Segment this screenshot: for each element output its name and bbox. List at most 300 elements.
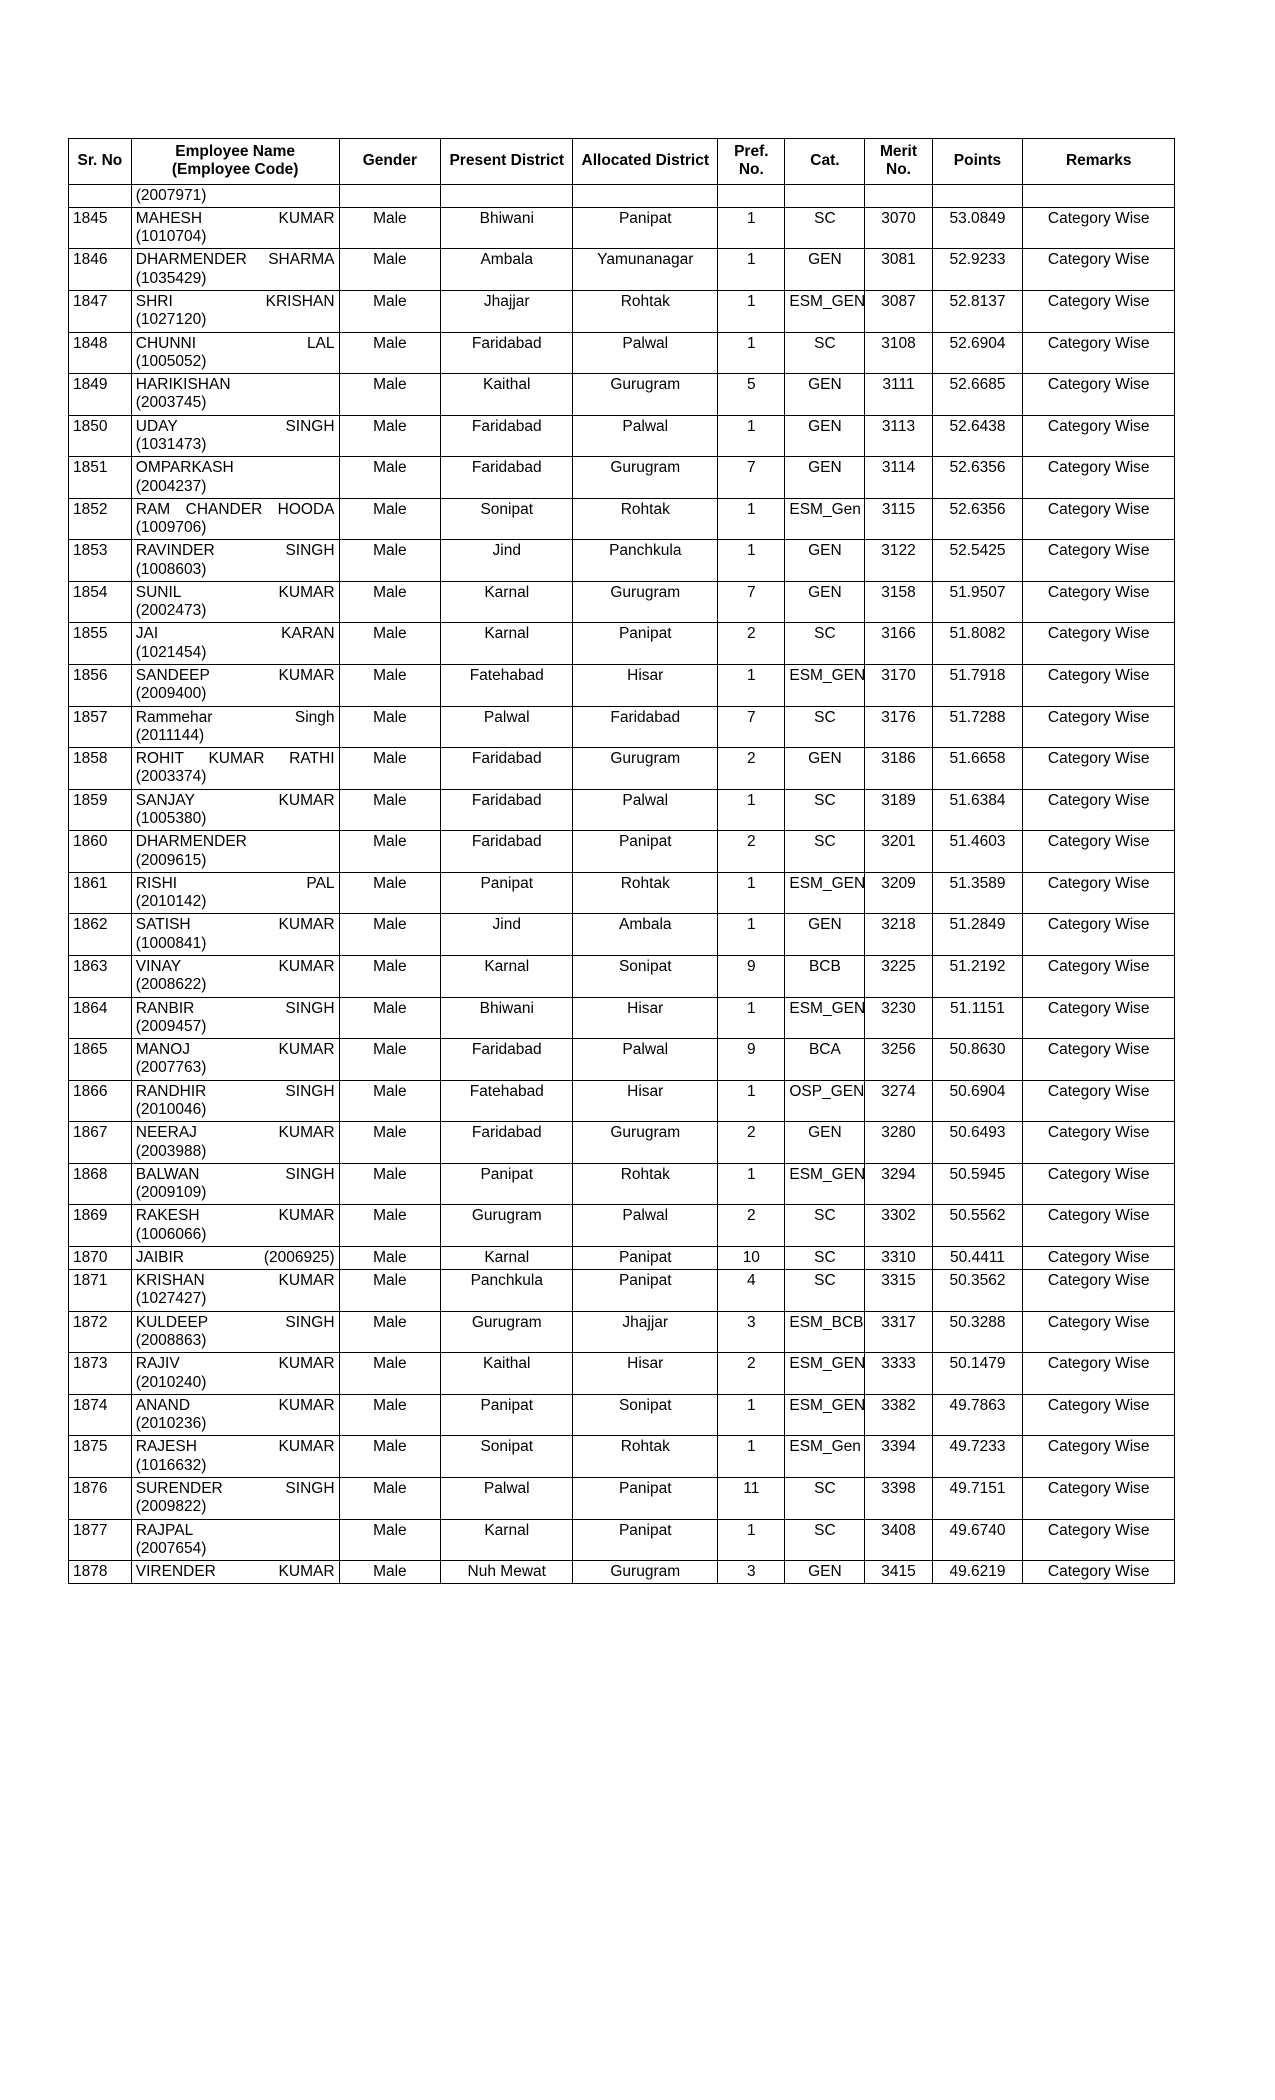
- cell-pref-no: 1: [718, 415, 785, 457]
- cell-points: 51.8082: [932, 623, 1023, 665]
- header-sr-no: Sr. No: [69, 139, 132, 185]
- cell-remarks: Category Wise: [1023, 415, 1175, 457]
- cell-allocated-district: Panipat: [573, 1478, 718, 1520]
- cell-merit-no: 3081: [865, 249, 932, 291]
- cell-cat: OSP_GEN: [785, 1080, 865, 1122]
- cell-points: 49.6219: [932, 1561, 1023, 1584]
- cell-merit-no: 3158: [865, 581, 932, 623]
- cell-allocated-district: [573, 184, 718, 207]
- cell-sr-no: 1847: [69, 290, 132, 332]
- cell-cat: ESM_GEN: [785, 872, 865, 914]
- table-row: [69, 374, 1175, 416]
- cell-points: 52.5425: [932, 540, 1023, 582]
- cell-cat: GEN: [785, 581, 865, 623]
- cell-remarks: Category Wise: [1023, 1519, 1175, 1561]
- cell-allocated-district: Jhajjar: [573, 1311, 718, 1353]
- cell-employee-name: VIRENDER KUMAR: [131, 1561, 339, 1584]
- cell-points: 50.1479: [932, 1353, 1023, 1395]
- cell-present-district: Palwal: [441, 706, 573, 748]
- cell-allocated-district: Rohtak: [573, 872, 718, 914]
- employee-code: (2011144): [135, 726, 205, 744]
- cell-merit-no: 3394: [865, 1436, 932, 1478]
- table-row: [69, 249, 1175, 291]
- cell-present-district: Faridabad: [441, 1122, 573, 1164]
- cell-points: 52.6685: [932, 374, 1023, 416]
- cell-points: 52.9233: [932, 249, 1023, 291]
- cell-pref-no: 1: [718, 1436, 785, 1478]
- cell-allocated-district: Panchkula: [573, 540, 718, 582]
- cell-present-district: Jhajjar: [441, 290, 573, 332]
- employee-code: (2010142): [135, 893, 207, 911]
- employee-code: (2003745): [135, 394, 207, 412]
- cell-points: 50.3562: [932, 1270, 1023, 1312]
- cell-employee-name: RANDHIR SINGH (2010046): [131, 1080, 339, 1122]
- header-cat: Cat.: [785, 139, 865, 185]
- cell-points: 50.6493: [932, 1122, 1023, 1164]
- table-row: [69, 1519, 1175, 1561]
- cell-points: 50.3288: [932, 1311, 1023, 1353]
- cell-cat: GEN: [785, 457, 865, 499]
- header-gender: Gender: [339, 139, 441, 185]
- cell-cat: SC: [785, 789, 865, 831]
- cell-merit-no: 3294: [865, 1163, 932, 1205]
- cell-cat: SC: [785, 207, 865, 249]
- cell-remarks: Category Wise: [1023, 1039, 1175, 1081]
- cell-present-district: Panipat: [441, 872, 573, 914]
- cell-remarks: Category Wise: [1023, 498, 1175, 540]
- cell-employee-name: MANOJ KUMAR (2007763): [131, 1039, 339, 1081]
- cell-gender: Male: [339, 249, 441, 291]
- cell-merit-no: 3170: [865, 665, 932, 707]
- employee-code: (2009615): [135, 851, 207, 869]
- employee-code: (1031473): [135, 435, 207, 453]
- cell-merit-no: 3115: [865, 498, 932, 540]
- cell-present-district: Faridabad: [441, 789, 573, 831]
- cell-employee-name: RANBIR SINGH (2009457): [131, 997, 339, 1039]
- cell-remarks: Category Wise: [1023, 914, 1175, 956]
- cell-employee-name: SUNIL KUMAR (2002473): [131, 581, 339, 623]
- cell-allocated-district: Sonipat: [573, 955, 718, 997]
- cell-sr-no: 1852: [69, 498, 132, 540]
- cell-merit-no: 3280: [865, 1122, 932, 1164]
- table-row: [69, 1394, 1175, 1436]
- cell-sr-no: 1859: [69, 789, 132, 831]
- cell-gender: Male: [339, 540, 441, 582]
- cell-pref-no: 1: [718, 498, 785, 540]
- cell-cat: BCB: [785, 955, 865, 997]
- cell-pref-no: 9: [718, 1039, 785, 1081]
- cell-employee-name: RAJIV KUMAR (2010240): [131, 1353, 339, 1395]
- employee-code: (2009457): [135, 1017, 207, 1035]
- cell-points: 50.5945: [932, 1163, 1023, 1205]
- table-row: [69, 332, 1175, 374]
- cell-merit-no: 3274: [865, 1080, 932, 1122]
- cell-merit-no: 3333: [865, 1353, 932, 1395]
- employee-code: (1010704): [135, 228, 207, 246]
- cell-gender: Male: [339, 997, 441, 1039]
- cell-gender: Male: [339, 623, 441, 665]
- cell-sr-no: 1875: [69, 1436, 132, 1478]
- cell-cat: ESM_GEN: [785, 665, 865, 707]
- cell-remarks: Category Wise: [1023, 1205, 1175, 1247]
- cell-allocated-district: Panipat: [573, 623, 718, 665]
- cell-remarks: Category Wise: [1023, 249, 1175, 291]
- cell-gender: Male: [339, 914, 441, 956]
- employee-code: (1035429): [135, 269, 207, 287]
- cell-cat: GEN: [785, 249, 865, 291]
- cell-points: 51.3589: [932, 872, 1023, 914]
- cell-remarks: Category Wise: [1023, 207, 1175, 249]
- cell-pref-no: 2: [718, 1205, 785, 1247]
- cell-sr-no: 1854: [69, 581, 132, 623]
- cell-employee-name: RISHI PAL (2010142): [131, 872, 339, 914]
- cell-merit-no: 3186: [865, 748, 932, 790]
- cell-sr-no: 1870: [69, 1246, 132, 1269]
- cell-allocated-district: Palwal: [573, 415, 718, 457]
- cell-remarks: Category Wise: [1023, 1246, 1175, 1269]
- cell-cat: SC: [785, 1519, 865, 1561]
- cell-present-district: Karnal: [441, 623, 573, 665]
- cell-gender: Male: [339, 1519, 441, 1561]
- cell-pref-no: 3: [718, 1561, 785, 1584]
- employee-code: (2008863): [135, 1332, 207, 1350]
- cell-merit-no: 3108: [865, 332, 932, 374]
- cell-sr-no: 1855: [69, 623, 132, 665]
- cell-cat: ESM_GEN: [785, 1163, 865, 1205]
- table-row: [69, 290, 1175, 332]
- cell-merit-no: 3230: [865, 997, 932, 1039]
- cell-allocated-district: Hisar: [573, 665, 718, 707]
- cell-merit-no: 3408: [865, 1519, 932, 1561]
- cell-pref-no: 1: [718, 1080, 785, 1122]
- cell-remarks: Category Wise: [1023, 1311, 1175, 1353]
- cell-pref-no: 1: [718, 290, 785, 332]
- cell-cat: ESM_GEN: [785, 290, 865, 332]
- cell-cat: GEN: [785, 914, 865, 956]
- cell-employee-name: KRISHAN KUMAR (1027427): [131, 1270, 339, 1312]
- cell-allocated-district: Gurugram: [573, 374, 718, 416]
- cell-sr-no: 1856: [69, 665, 132, 707]
- cell-gender: Male: [339, 789, 441, 831]
- cell-cat: GEN: [785, 1122, 865, 1164]
- cell-pref-no: 1: [718, 665, 785, 707]
- cell-cat: ESM_Gen: [785, 1436, 865, 1478]
- cell-gender: [339, 184, 441, 207]
- cell-sr-no: 1865: [69, 1039, 132, 1081]
- cell-gender: Male: [339, 498, 441, 540]
- header-allocated-district: Allocated District: [573, 139, 718, 185]
- header-points: Points: [932, 139, 1023, 185]
- table-row: [69, 1205, 1175, 1247]
- cell-points: 51.6384: [932, 789, 1023, 831]
- cell-cat: SC: [785, 1205, 865, 1247]
- cell-remarks: Category Wise: [1023, 706, 1175, 748]
- cell-sr-no: 1868: [69, 1163, 132, 1205]
- cell-cat: ESM_BCB: [785, 1311, 865, 1353]
- cell-remarks: Category Wise: [1023, 1394, 1175, 1436]
- cell-sr-no: 1876: [69, 1478, 132, 1520]
- employee-code: (2004237): [135, 477, 207, 495]
- cell-points: 51.1151: [932, 997, 1023, 1039]
- cell-merit-no: 3087: [865, 290, 932, 332]
- cell-present-district: Faridabad: [441, 332, 573, 374]
- cell-cat: ESM_Gen: [785, 498, 865, 540]
- cell-pref-no: 7: [718, 706, 785, 748]
- cell-sr-no: 1878: [69, 1561, 132, 1584]
- cell-pref-no: 1: [718, 1394, 785, 1436]
- cell-cat: GEN: [785, 540, 865, 582]
- cell-sr-no: 1857: [69, 706, 132, 748]
- table-row: [69, 789, 1175, 831]
- cell-allocated-district: Panipat: [573, 1246, 718, 1269]
- employee-code: (2009109): [135, 1184, 207, 1202]
- cell-pref-no: 1: [718, 997, 785, 1039]
- cell-pref-no: 4: [718, 1270, 785, 1312]
- table-row: [69, 1353, 1175, 1395]
- cell-employee-name: NEERAJ KUMAR (2003988): [131, 1122, 339, 1164]
- cell-sr-no: 1848: [69, 332, 132, 374]
- table-row: [69, 1039, 1175, 1081]
- cell-pref-no: 1: [718, 332, 785, 374]
- cell-sr-no: 1846: [69, 249, 132, 291]
- cell-gender: Male: [339, 581, 441, 623]
- cell-allocated-district: Hisar: [573, 997, 718, 1039]
- cell-points: 51.2849: [932, 914, 1023, 956]
- cell-points: 53.0849: [932, 207, 1023, 249]
- employee-code: (2009400): [135, 685, 207, 703]
- cell-present-district: Faridabad: [441, 415, 573, 457]
- table-row: [69, 498, 1175, 540]
- cell-sr-no: 1861: [69, 872, 132, 914]
- cell-merit-no: 3113: [865, 415, 932, 457]
- cell-merit-no: 3256: [865, 1039, 932, 1081]
- table-row: [69, 540, 1175, 582]
- cell-gender: Male: [339, 457, 441, 499]
- employee-code: (1005380): [135, 810, 207, 827]
- cell-remarks: Category Wise: [1023, 1270, 1175, 1312]
- cell-sr-no: 1873: [69, 1353, 132, 1395]
- cell-sr-no: 1860: [69, 831, 132, 873]
- cell-pref-no: 7: [718, 457, 785, 499]
- cell-merit-no: 3070: [865, 207, 932, 249]
- cell-points: [932, 184, 1023, 207]
- cell-remarks: Category Wise: [1023, 872, 1175, 914]
- employee-code: (1006066): [135, 1225, 207, 1243]
- cell-remarks: Category Wise: [1023, 1353, 1175, 1395]
- table-row: [69, 1311, 1175, 1353]
- cell-points: 51.2192: [932, 955, 1023, 997]
- cell-gender: Male: [339, 1039, 441, 1081]
- cell-allocated-district: Rohtak: [573, 1436, 718, 1478]
- cell-employee-name: JAIBIR (2006925): [131, 1246, 339, 1269]
- cell-gender: Male: [339, 872, 441, 914]
- cell-present-district: Karnal: [441, 955, 573, 997]
- cell-employee-name: Rammehar Singh (2011144): [131, 706, 339, 748]
- cell-cat: SC: [785, 706, 865, 748]
- cell-points: 50.6904: [932, 1080, 1023, 1122]
- cell-sr-no: [69, 184, 132, 207]
- cell-points: 52.8137: [932, 290, 1023, 332]
- cell-allocated-district: Rohtak: [573, 498, 718, 540]
- cell-pref-no: [718, 184, 785, 207]
- cell-sr-no: 1874: [69, 1394, 132, 1436]
- employee-code: (2002473): [135, 602, 207, 620]
- table-row: [69, 457, 1175, 499]
- cell-employee-name: RAJPAL (2007654): [131, 1519, 339, 1561]
- cell-present-district: Faridabad: [441, 748, 573, 790]
- cell-cat: BCA: [785, 1039, 865, 1081]
- employee-code: (2008622): [135, 976, 207, 994]
- cell-allocated-district: Panipat: [573, 207, 718, 249]
- table-row: [69, 207, 1175, 249]
- cell-present-district: Bhiwani: [441, 207, 573, 249]
- cell-remarks: Category Wise: [1023, 623, 1175, 665]
- cell-pref-no: 2: [718, 831, 785, 873]
- cell-gender: Male: [339, 1478, 441, 1520]
- cell-pref-no: 1: [718, 872, 785, 914]
- cell-gender: Male: [339, 1163, 441, 1205]
- cell-allocated-district: Palwal: [573, 1039, 718, 1081]
- cell-cat: GEN: [785, 1561, 865, 1584]
- cell-points: 49.7233: [932, 1436, 1023, 1478]
- cell-employee-name: MAHESH KUMAR (1010704): [131, 207, 339, 249]
- cell-merit-no: [865, 184, 932, 207]
- cell-present-district: Panchkula: [441, 1270, 573, 1312]
- cell-present-district: Kaithal: [441, 374, 573, 416]
- header-remarks: Remarks: [1023, 139, 1175, 185]
- cell-points: 52.6904: [932, 332, 1023, 374]
- cell-employee-name: DHARMENDER SHARMA (1035429): [131, 249, 339, 291]
- cell-present-district: Jind: [441, 540, 573, 582]
- cell-remarks: Category Wise: [1023, 1080, 1175, 1122]
- cell-present-district: Panipat: [441, 1163, 573, 1205]
- cell-present-district: Karnal: [441, 1519, 573, 1561]
- cell-cat: SC: [785, 1246, 865, 1269]
- cell-allocated-district: Sonipat: [573, 1394, 718, 1436]
- cell-remarks: Category Wise: [1023, 1163, 1175, 1205]
- cell-pref-no: 11: [718, 1478, 785, 1520]
- employee-code: (2007654): [135, 1539, 207, 1557]
- cell-present-district: Fatehabad: [441, 665, 573, 707]
- employee-code: (1005052): [135, 352, 207, 370]
- cell-sr-no: 1850: [69, 415, 132, 457]
- cell-merit-no: 3398: [865, 1478, 932, 1520]
- cell-remarks: Category Wise: [1023, 1478, 1175, 1520]
- cell-remarks: Category Wise: [1023, 1436, 1175, 1478]
- cell-present-district: Panipat: [441, 1394, 573, 1436]
- cell-sr-no: 1849: [69, 374, 132, 416]
- cell-points: 51.7918: [932, 665, 1023, 707]
- table-row: [69, 1270, 1175, 1312]
- cell-employee-name: SHRI KRISHAN (1027120): [131, 290, 339, 332]
- cell-cat: GEN: [785, 374, 865, 416]
- cell-allocated-district: Panipat: [573, 1519, 718, 1561]
- cell-employee-name: VINAY KUMAR (2008622): [131, 955, 339, 997]
- cell-sr-no: 1862: [69, 914, 132, 956]
- cell-cat: SC: [785, 623, 865, 665]
- cell-merit-no: 3310: [865, 1246, 932, 1269]
- cell-employee-name: JAI KARAN (1021454): [131, 623, 339, 665]
- table-row: [69, 1122, 1175, 1164]
- cell-sr-no: 1872: [69, 1311, 132, 1353]
- cell-present-district: Bhiwani: [441, 997, 573, 1039]
- cell-merit-no: 3201: [865, 831, 932, 873]
- cell-allocated-district: Panipat: [573, 831, 718, 873]
- employee-code: (1021454): [135, 643, 207, 661]
- table-row: [69, 955, 1175, 997]
- cell-allocated-district: Gurugram: [573, 1561, 718, 1584]
- cell-allocated-district: Panipat: [573, 1270, 718, 1312]
- cell-points: 51.4603: [932, 831, 1023, 873]
- cell-points: 49.7151: [932, 1478, 1023, 1520]
- cell-gender: Male: [339, 748, 441, 790]
- table-row: [69, 623, 1175, 665]
- cell-employee-name: HARIKISHAN (2003745): [131, 374, 339, 416]
- cell-merit-no: 3382: [865, 1394, 932, 1436]
- cell-present-district: Faridabad: [441, 1039, 573, 1081]
- cell-points: 49.6740: [932, 1519, 1023, 1561]
- employee-code: (1000841): [135, 934, 207, 952]
- cell-sr-no: 1863: [69, 955, 132, 997]
- cell-employee-name: ANAND KUMAR (2010236): [131, 1394, 339, 1436]
- cell-remarks: Category Wise: [1023, 748, 1175, 790]
- cell-merit-no: 3166: [865, 623, 932, 665]
- cell-employee-name: UDAY SINGH (1031473): [131, 415, 339, 457]
- cell-pref-no: 2: [718, 748, 785, 790]
- cell-allocated-district: Rohtak: [573, 290, 718, 332]
- cell-cat: GEN: [785, 748, 865, 790]
- table-row: [69, 748, 1175, 790]
- cell-cat: GEN: [785, 415, 865, 457]
- cell-points: 51.9507: [932, 581, 1023, 623]
- cell-remarks: Category Wise: [1023, 1561, 1175, 1584]
- cell-gender: Male: [339, 1394, 441, 1436]
- cell-cat: ESM_GEN: [785, 997, 865, 1039]
- table-header-row: [69, 139, 1175, 185]
- cell-pref-no: 10: [718, 1246, 785, 1269]
- cell-remarks: Category Wise: [1023, 1122, 1175, 1164]
- cell-remarks: Category Wise: [1023, 831, 1175, 873]
- table-row: [69, 914, 1175, 956]
- cell-allocated-district: Palwal: [573, 1205, 718, 1247]
- cell-points: 52.6356: [932, 457, 1023, 499]
- cell-remarks: Category Wise: [1023, 665, 1175, 707]
- cell-gender: Male: [339, 665, 441, 707]
- cell-employee-name: RAKESH KUMAR (1006066): [131, 1205, 339, 1247]
- cell-pref-no: 1: [718, 914, 785, 956]
- table-row: [69, 706, 1175, 748]
- cell-merit-no: 3225: [865, 955, 932, 997]
- cell-gender: Male: [339, 1561, 441, 1584]
- cell-sr-no: 1871: [69, 1270, 132, 1312]
- cell-merit-no: 3317: [865, 1311, 932, 1353]
- cell-allocated-district: Gurugram: [573, 748, 718, 790]
- employee-code: (2010046): [135, 1100, 207, 1118]
- cell-gender: Male: [339, 332, 441, 374]
- cell-present-district: Sonipat: [441, 1436, 573, 1478]
- employee-code: (1027427): [135, 1290, 207, 1308]
- employee-code: (2003988): [135, 1142, 207, 1160]
- cell-remarks: Category Wise: [1023, 374, 1175, 416]
- cell-employee-name: RAJESH KUMAR (1016632): [131, 1436, 339, 1478]
- cell-points: 50.8630: [932, 1039, 1023, 1081]
- employee-code: (2010240): [135, 1373, 207, 1391]
- table-row: [69, 1163, 1175, 1205]
- cell-merit-no: 3176: [865, 706, 932, 748]
- cell-pref-no: 1: [718, 1519, 785, 1561]
- cell-cat: ESM_GEN: [785, 1353, 865, 1395]
- cell-points: 51.7288: [932, 706, 1023, 748]
